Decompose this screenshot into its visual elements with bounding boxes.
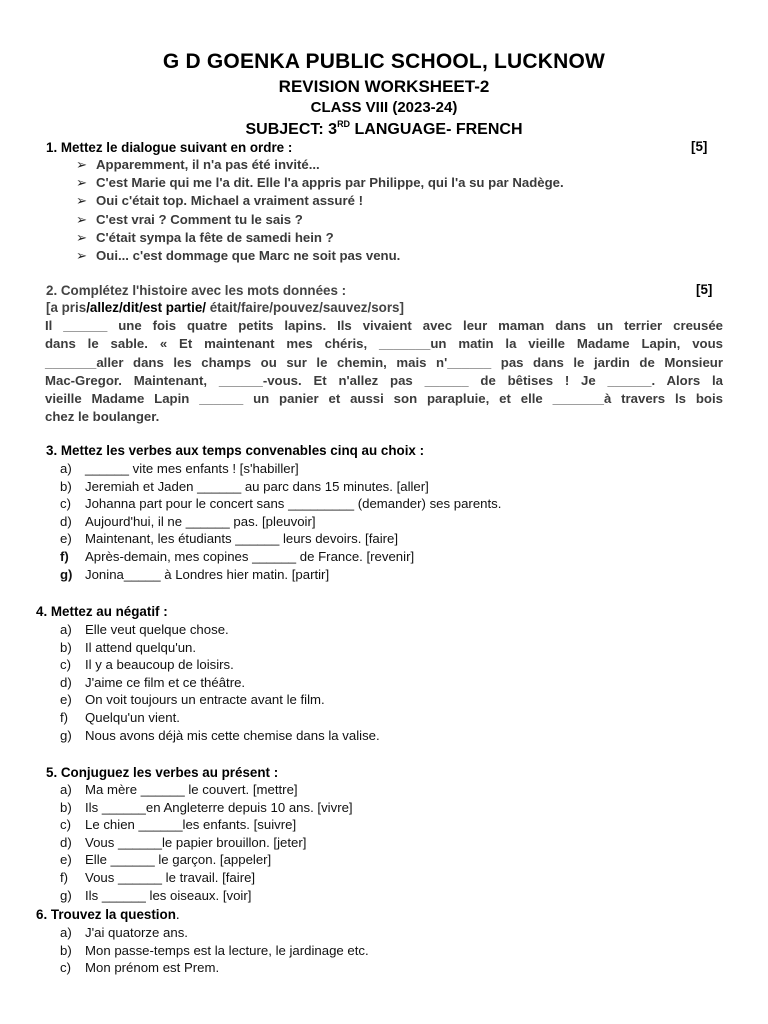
item-text: Ils ______en Angleterre depuis 10 ans. [vivre] — [85, 799, 353, 815]
list-item — [60, 656, 380, 674]
item-text: ______ vite mes enfants ! [s'habiller] — [85, 461, 299, 476]
story-line: chez le boulanger. — [45, 409, 160, 425]
q3-title: 3. Mettez les verbes aux temps convenables cinq au choix : — [46, 443, 425, 458]
item-text: Jeremiah et Jaden ______ au parc dans 15 minutes. [aller] — [85, 478, 429, 494]
item-label: b) — [60, 639, 72, 655]
item-text: Maintenant, les étudiants ______ leurs devoirs. [faire] — [85, 531, 399, 547]
arrow-bullet-icon: ➢ — [76, 229, 88, 245]
item-label: g) — [60, 566, 73, 582]
list-item — [76, 192, 564, 210]
list-item — [60, 691, 380, 709]
item-text: Elle veut quelque chose. — [85, 622, 229, 637]
item-label: c) — [60, 496, 71, 512]
item-label: d) — [60, 513, 72, 529]
list-item — [76, 247, 564, 265]
item-label: b) — [60, 478, 72, 494]
list-item — [60, 530, 501, 548]
q6-list — [60, 924, 369, 977]
list-item — [60, 851, 353, 869]
school-name: G D GOENKA PUBLIC SCHOOL, LUCKNOW — [162, 50, 606, 73]
list-item — [60, 566, 501, 584]
item-text: On voit toujours un entracte avant le film. — [85, 692, 325, 708]
item-label: g) — [60, 727, 72, 743]
item-text: Quelqu'un vient. — [85, 709, 180, 725]
item-label: b) — [60, 799, 72, 815]
item-text: Il attend quelqu'un. — [85, 639, 197, 655]
item-label: f) — [60, 548, 69, 564]
item-label: e) — [60, 692, 72, 708]
subject-superscript: RD — [337, 119, 351, 129]
item-text: Après-demain, mes copines ______ de France. [revenir] — [85, 548, 415, 564]
item-label: a) — [60, 622, 72, 637]
word-bank-part: [a pris — [46, 300, 87, 315]
q6-title — [36, 906, 180, 924]
q4-title: 4. Mettez au négatif : — [36, 604, 168, 619]
item-label: c) — [60, 657, 71, 673]
q1-marks: [5] — [691, 139, 708, 154]
list-item — [60, 799, 353, 817]
word-bank-part: était/faire/pouvez/sauvez/sors] — [206, 300, 404, 315]
arrow-bullet-icon: ➢ — [76, 157, 88, 172]
item-label: g) — [60, 887, 72, 903]
list-item — [76, 174, 564, 192]
item-label: c) — [60, 817, 71, 833]
dialogue-line: C'est Marie qui me l'a dit. Elle l'a appris par Philippe, qui l'a su par Nadège. — [96, 175, 564, 191]
item-text: Ma mère ______ le couvert. [mettre] — [85, 782, 298, 797]
item-text: Vous ______ le travail. [faire] — [85, 869, 256, 885]
arrow-bullet-icon: ➢ — [76, 247, 88, 263]
list-item — [60, 869, 353, 887]
list-item — [60, 478, 501, 496]
list-item — [60, 959, 369, 977]
item-text: Jonina_____ à Londres hier matin. [partir] — [85, 566, 330, 582]
item-text: Nous avons déjà mis cette chemise dans la valise. — [85, 727, 380, 743]
list-item — [60, 887, 353, 905]
dialogue-line: Oui c'était top. Michael a vraiment assuré ! — [96, 193, 363, 209]
list-item — [76, 229, 564, 247]
q2-marks: [5] — [696, 282, 713, 297]
story-line: vieille Madame Lapin ______ un panier et aussi son parapluie, et elle _______à travers ls bois — [45, 391, 723, 407]
list-item — [60, 816, 353, 834]
subject-suffix: LANGUAGE- FRENCH — [350, 121, 523, 138]
q5-list — [60, 781, 353, 904]
item-label: c) — [60, 960, 71, 976]
q6-title-dot: . — [175, 907, 180, 922]
list-item — [60, 727, 380, 745]
q6-title-text: 6. Trouvez la question — [36, 907, 176, 922]
list-item — [60, 513, 501, 531]
item-text: Le chien ______les enfants. [suivre] — [85, 817, 297, 833]
item-text: Johanna part pour le concert sans _________ (demander) ses parents. — [85, 496, 502, 512]
item-text: Elle ______ le garçon. [appeler] — [85, 852, 272, 868]
q2-title: 2. Complétez l'histoire avec les mots données : — [46, 283, 347, 298]
subject-prefix: SUBJECT: 3 — [245, 121, 338, 138]
dialogue-line: C'était sympa la fête de samedi hein ? — [96, 229, 334, 245]
q2-word-bank — [46, 299, 404, 317]
item-label: a) — [60, 782, 72, 797]
word-bank-part: /allez/dit/est partie/ — [86, 300, 206, 315]
q1-dialogue-list — [76, 156, 564, 265]
item-label: e) — [60, 852, 72, 868]
arrow-bullet-icon: ➢ — [76, 211, 88, 227]
list-item — [76, 211, 564, 229]
item-label: f) — [60, 709, 69, 725]
worksheet-title: REVISION WORKSHEET-2 — [278, 77, 490, 96]
q5-title: 5. Conjuguez les verbes au présent : — [46, 765, 279, 780]
list-item — [60, 639, 380, 657]
item-label: e) — [60, 531, 72, 547]
dialogue-line: C'est vrai ? Comment tu le sais ? — [96, 211, 303, 227]
class-label: CLASS VIII (2023-24) — [310, 99, 458, 116]
q4-list — [60, 621, 380, 744]
item-text: Aujourd'hui, il ne ______ pas. [pleuvoir] — [85, 513, 316, 529]
dialogue-line: Apparemment, il n'a pas été invité... — [96, 157, 320, 172]
list-item — [60, 942, 369, 960]
story-line: Mac-Gregor. Maintenant, ______-vous. Et n'allez pas ______ de bêtises ! Je ______. Alors la — [45, 372, 723, 388]
story-line: Il ______ une fois quatre petits lapins. Ils vivaient avec leur maman dans un terrier creusée — [45, 318, 723, 333]
subject-label — [0, 119, 768, 139]
list-item — [60, 621, 380, 639]
list-item — [60, 924, 369, 942]
arrow-bullet-icon: ➢ — [76, 175, 88, 191]
list-item — [60, 781, 353, 799]
list-item — [60, 674, 380, 692]
story-line: dans le sable. « Et maintenant mes chéris, _______un matin la vieille Madame Lapin, vous — [45, 336, 723, 352]
arrow-bullet-icon: ➢ — [76, 193, 88, 209]
item-label: a) — [60, 925, 72, 940]
list-item — [60, 834, 353, 852]
q1-title: 1. Mettez le dialogue suivant en ordre : — [46, 140, 293, 155]
item-label: d) — [60, 834, 72, 850]
item-label: f) — [60, 869, 69, 885]
item-text: Mon prénom est Prem. — [85, 960, 220, 976]
item-label: a) — [60, 461, 72, 476]
item-text: J'ai quatorze ans. — [85, 925, 188, 940]
item-text: Mon passe-temps est la lecture, le jardinage etc. — [85, 942, 369, 958]
item-text: J'aime ce film et ce théâtre. — [85, 674, 246, 690]
item-label: b) — [60, 942, 72, 958]
item-text: Vous ______le papier brouillon. [jeter] — [85, 834, 307, 850]
list-item — [60, 709, 380, 727]
q3-list — [60, 460, 501, 583]
item-label: d) — [60, 674, 72, 690]
q2-story — [45, 317, 723, 427]
item-text: Ils ______ les oiseaux. [voir] — [85, 887, 252, 903]
list-item — [60, 495, 501, 513]
item-text: Il y a beaucoup de loisirs. — [85, 657, 234, 673]
list-item — [60, 548, 501, 566]
story-line: _______aller dans les champs ou sur le chemin, mais n'______ pas dans le jardin de Monsieur — [45, 354, 723, 370]
list-item — [76, 156, 564, 174]
list-item — [60, 460, 501, 478]
dialogue-line: Oui... c'est dommage que Marc ne soit pas venu. — [96, 247, 401, 263]
